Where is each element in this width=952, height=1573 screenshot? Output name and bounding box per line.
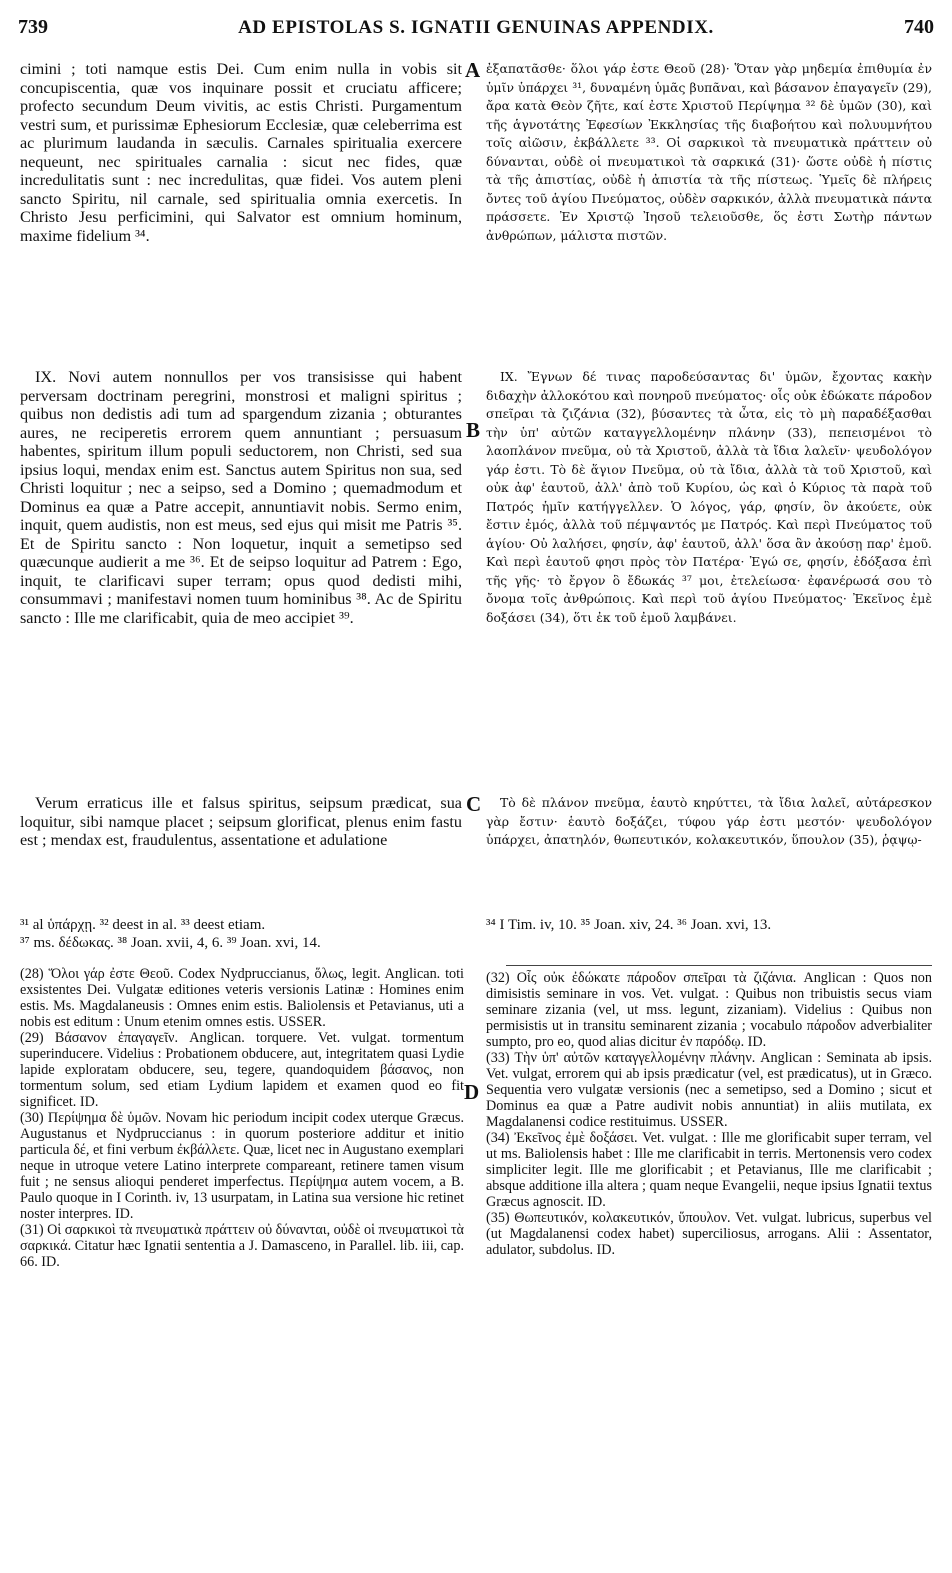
margin-marker-b: B (466, 418, 481, 442)
margin-marker-c: C (466, 792, 482, 816)
note-28: (28) Ὅλοι γάρ ἐστε Θεοῦ. Codex Nydpruccianus, ὅλως, legit. Anglican. toti exsistentes Dei. Vulgatæ editiones veteris versionis Latinæ : Homines enim estis. Ms. Magdalaneusis : Omnes enim estis. Baliolensis et Petavianus, uti a nobis est editum : Unum etenim omnes estis. USSER. (20, 966, 464, 1030)
latin-paragraph-1: cimini ; toti namque estis Dei. Cum enim nulla in vobis sit concupiscentia, quæ vos inquinare possit et cruciatu afficere; profecto secundum Deum vivitis, ac estis Christi. Purgamentum vestri sum, et purissimæ Ephesiorum Ecclesiæ, quæ celeberrima est ac plurimum laudanda in sæculis. Carnales spiritualia exercere nequeunt, nec spirituales carnalia : sicut nec fides, quæ incredulitatis sunt : nec incredulitas, quæ fidei. Vos autem pleni sancto Spiritu, nil carnale, sed spiritualia omnia exercetis. In Christo Jesu perficimini, qui Salvator est omnium hominum, maxime fidelium ³⁴. (20, 60, 462, 245)
note-35: (35) Θωπευτικόν, κολακευτικόν, ὕπουλον. Vet. vulgat. lubricus, superbus vel (ut Magdalanensi codex habet) superciliosus, arrogans. Alii : Assentator, adulator, subdolus. ID. (486, 1210, 932, 1258)
note-29: (29) Βάσανον ἐπαγαγεῖν. Anglican. torquere. Vet. vulgat. tormentum superinducere. Videlius : Probationem obducere, aut, integritatem quasi Lydie lapide exploratam obducere, seu, tegere, quandoquidem βάσανος, non tormentum solum, sed etiam Lydium lapidem et examen quod eo fit significet. ID. (20, 1030, 464, 1110)
note-30: (30) Περίψημα δὲ ὑμῶν. Novam hic periodum incipit codex uterque Græcus. Augustanus et Nydpruccianus : in quorum posteriore additur et initio particula δέ, et fini verbum ἐκβάλλετε. Quæ, licet nec in Augustano exemplari neque in utroque vetere Latino interprete compareant, retinere tamen visum fuit ; ne sensus alioqui penderet imperfectus. Περίψημα autem vocem, a B. Paulo quoque in I Corinth. iv, 13 usurpatam, in Latina sua versione hic retinet noster interpres. ID. (20, 1110, 464, 1222)
greek-paragraph-3: Τὸ δὲ πλάνον πνεῦμα, ἑαυτὸ κηρύττει, τὰ ἴδια λαλεῖ, αὐτάρεσκον γὰρ ἔστιν· ἑαυτὸ δοξάζει, τύφου γάρ ἐστι μεστόν· ψευδολόγον ὑπάρχει, ἀπατηλόν, θωπευτικόν, κολακευτικόν, ὕπουλον (35), ῥᾳψῳ- (486, 795, 932, 847)
greek-column-middle (486, 368, 932, 780)
note-32: (32) Οἷς οὐκ ἐδώκατε πάροδον σπεῖραι τὰ ζιζάνια. Anglican : Quos non dimisistis seminare in vos. Vet. vulgat. : Quibus non tribuistis secus viam seminare zizania (vel, ut mss. legunt, zizaniam). Videlius : Quibus non permisistis ut in transitu seminarent zizania ; vocabulo πάροδον adverbialiter sumpto, pro eo, quod alias dicitur ἐν παρόδῳ. ID. (486, 970, 932, 1050)
latin-column-upper (20, 60, 462, 356)
latin-column-lower (20, 794, 462, 904)
page-number-left: 739 (18, 16, 48, 38)
note-34: (34) Ἐκεῖνος ἐμὲ δοξάσει. Vet. vulgat. : Ille me glorificabit super terram, vel ut ms. Baliolensis habet : Ille me clarificabit in terris. Mertonensis vero codex simpliciter legit. Ille me glorificabit ; et Petavianus, Ille me clarificabit ; absque additione illa altera ; quam neque Evangelii, neque ipsius Ignatii textus Græcus agnoscit. ID. (486, 1130, 932, 1210)
latin-paragraph-3: Verum erraticus ille et falsus spiritus, seipsum prædicat, sua loquitur, sibi namque placet ; seipsum glorificat, plenus enim fastu est ; mendax est, fraudulentus, assentatione et adulatione (20, 794, 462, 849)
greek-column-lower (486, 794, 932, 906)
short-note-line-1: ³¹ al ὑπάρχῃ. ³² deest in al. ³³ deest etiam. (20, 917, 266, 933)
running-title: AD EPISTOLAS S. IGNATII GENUINAS APPENDIX. (238, 17, 714, 38)
latin-paragraph-2: IX. Novi autem nonnullos per vos transisisse qui habent perversam doctrinam peregrini, monstrosi et maligni spiritus ; quibus non dedistis adi tum ad spargendum zizania ; obturantes aures, ne reciperetis errorem quem annuntiant ; persuasum habentes, spiritum illum populi seductorem, non Christi, sed sua ipsius loqui, mendax enim est. Sanctus autem Spiritus non sua, sed Christi loquitur ; nec a seipso, sed a Domino ; quemadmodum et Dominus ea quæ a Patre accepit, annuntiavit nobis. Sermo enim, inquit, quem audistis, non est meus, sed ejus qui misit me Patris ³⁵. Et de Spiritu sancto : Non loquetur, inquit a semetipso sed quæcunque audierit a me ³⁶. Et de seipso loquitur ad Patrem : Ego, inquit, te clarificavi super terram; opus quod dedisti mihi, consummavi ; manifestavi nomen tuum hominibus ³⁸. Ac de Spiritu sancto : Ille me clarificabit, quia de meo accipiet ³⁹. (20, 368, 462, 627)
latin-column-middle (20, 368, 462, 780)
greek-column-upper (486, 60, 932, 356)
short-note-line-2: ³⁷ ms. δέδωκας. ³⁸ Joan. xvii, 4, 6. ³⁹ Joan. xvi, 14. (20, 935, 321, 951)
greek-paragraph-2: IX. Ἔγνων δέ τινας παροδεύσαντας δι' ὑμῶν, ἔχοντας κακὴν διδαχὴν ἀλλοκότου καὶ πονηροῦ πνεύματος· οἷς οὐκ ἐδώκατε πάροδον σπεῖραι τὰ ζιζάνια (32), βύσαντες τὰ ὦτα, εἰς τὸ μὴ παραδέξασθαι τὴν ὑπ' αὐτῶν καταγγελλομένην πλάνην (33), πεπεισμένοι τὸ λαοπλάνον πνεῦμα, οὐ τὰ Χριστοῦ, ἀλλὰ τὰ ἴδια λαλεῖν· ψευδολόγον γάρ ἐστι. Τὸ δὲ ἅγιον Πνεῦμα, οὐ τὰ ἴδια, ἀλλὰ τὰ τοῦ Χριστοῦ, καὶ οὐκ ἀφ' ἑαυτοῦ, ἀλλ' ἀπὸ τοῦ Κυρίου, ὡς καὶ ὁ Κύριος τὰ παρὰ τοῦ Πατρός ἡμῖν κατήγγελλεν. Ὁ λόγος, γάρ, φησίν, ὃν ἀκούετε, οὐκ ἔστιν ἐμός, ἀλλὰ τοῦ πέμψαντός με Πατρός. Καὶ περὶ Πνεύματος τοῦ ἁγίου· Οὐ λαλήσει, φησίν, ἀφ' ἑαυτοῦ, ἀλλ' ὅσα ἂν ἀκούσῃ παρ' ἐμοῦ. Καὶ περὶ ἑαυτοῦ φησι πρὸς τὸν Πατέρα· Ἐγώ σε, φησίν, ἐδόξασα ἐπὶ τῆς γῆς· τὸ ἔργον ὃ ἔδωκάς ³⁷ μοι, ἐτελείωσα· ἐφανέρωσά σου τὸ ὄνομα τοῖς ἀνθρώποις. Καὶ περὶ τοῦ ἁγίου Πνεύματος· Ἐκεῖνος ἐμὲ δοξάσει (34), ὅτι ἐκ τοῦ ἐμοῦ λαμβάνει. (486, 369, 932, 625)
running-header (18, 16, 934, 46)
short-note-line-3: ³⁴ I Tim. iv, 10. ³⁵ Joan. xiv, 24. ³⁶ Joan. xvi, 13. (486, 917, 772, 933)
note-31: (31) Οἱ σαρκικοὶ τὰ πνευματικὰ πράττειν οὐ δύνανται, οὐδὲ οἱ πνευματικοὶ τὰ σαρκικά. Citatur hæc Ignatii sententia a J. Damasceno, in Parallel. lib. iii, cap. 66. ID. (20, 1222, 464, 1270)
critical-notes-left (20, 966, 464, 1566)
margin-marker-a: A (465, 58, 481, 82)
margin-marker-d: D (464, 1080, 480, 1104)
note-33: (33) Τὴν ὑπ' αὐτῶν καταγγελλομένην πλάνην. Anglican : Seminata ab ipsis. Vet. vulgat, errorem qui ab ipsis prædicatur (vel, est prædicatus), ut in Græco. Sequentia vero vulgatæ versionis (nec a semetipso, sed a Domino ; sicut et Dominus ea quæ a Patre audivit nobis annuntiat) in aliis mutilata, ex Magdalanensi codice restituimus. USSER. (486, 1050, 932, 1130)
page-number-right: 740 (903, 16, 934, 38)
critical-notes-right (486, 970, 932, 1566)
short-notes-right (486, 916, 932, 938)
greek-paragraph-1: ἐξαπατᾶσθε· ὅλοι γάρ ἐστε Θεοῦ (28)· Ὅταν γὰρ μηδεμία ἐπιθυμία ἐν ὑμῖν ὑπάρχει ³¹, δυναμένη ὑμᾶς βυπᾶναι, καὶ βάσανον ἐπαγαγεῖν (29), ἄρα κατὰ Θεὸν ζῆτε, καί ἐστε Χριστοῦ Περίψημα ³² δὲ ὑμῶν (30), καὶ τῆς ἁγνοτάτης Ἐφεσίων Ἐκκλησίας τῆς διαβοήτου καὶ πολυυμνήτου τοῖς αἰῶσιν, ἐκβάλλετε ³³. Οἱ σαρκικοὶ τὰ πνευματικὰ πράττειν οὐ δύνανται, οὐδὲ οἱ πνευματικοὶ τὰ σαρκικά (31)· ὥστε οὐδὲ ἡ πίστις τὰ τῆς ἀπιστίας, οὐδὲ ἡ ἀπιστία τὰ τῆς πίστεως. Ὑμεῖς δὲ πλήρεις ὄντες τοῦ ἁγίου Πνεύματος, οὐδὲν σαρκικόν, ἀλλὰ πνευματικὰ πάντα πράσσετε. Ἐν Χριστῷ Ἰησοῦ τελειοῦσθε, ὅς ἐστι Σωτὴρ πάντων ἀνθρώπων, μάλιστα πιστῶν. (486, 61, 932, 243)
footnote-divider (506, 965, 932, 966)
short-notes-left (20, 916, 482, 956)
